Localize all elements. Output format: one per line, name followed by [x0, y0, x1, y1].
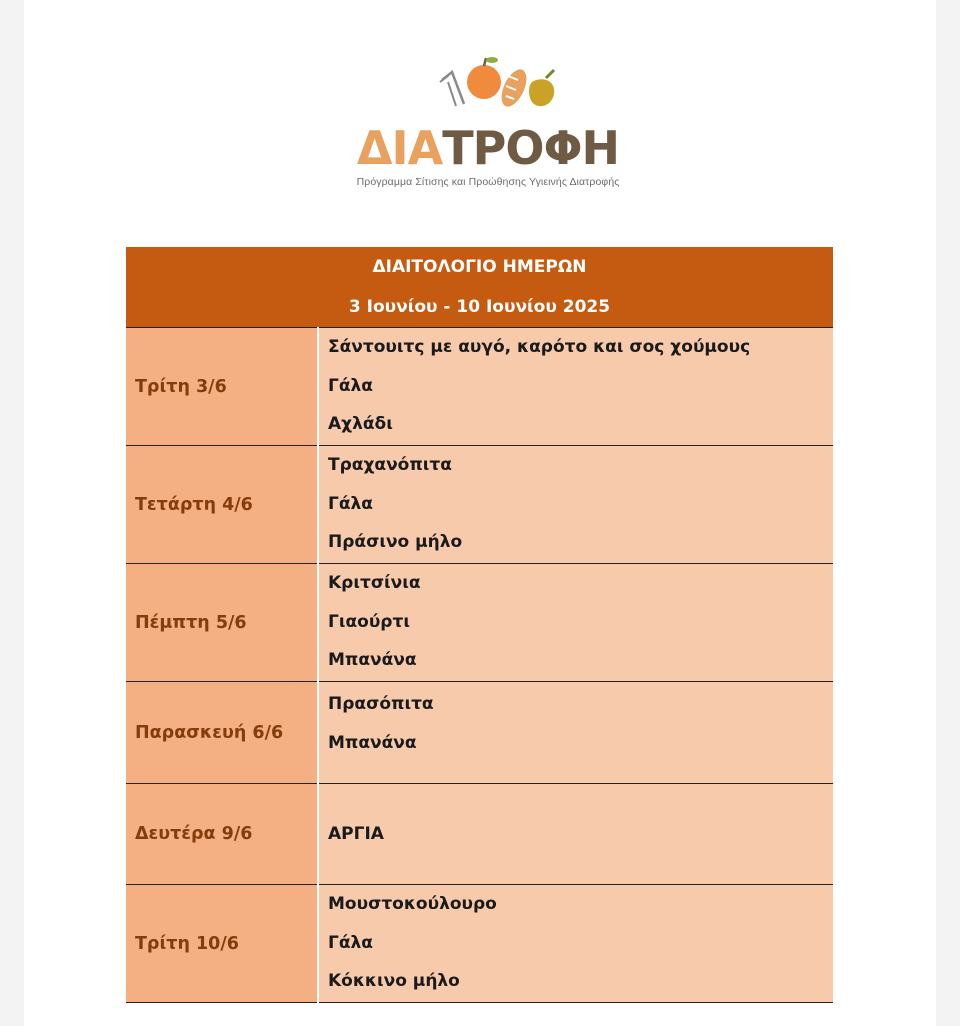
table-row: [126, 784, 833, 885]
menu-item: Γιαούρτι: [328, 611, 410, 632]
logo-subtitle: Πρόγραμμα Σίτισης και Προώθησης Υγιεινής Διατροφής: [356, 176, 620, 188]
items-cell: [318, 682, 833, 784]
menu-item: Μπανάνα: [328, 650, 417, 670]
items-cell: [318, 564, 833, 682]
table-row: [126, 446, 833, 564]
logo-wordmark: ΔΙΑΤΡΟΦΗ: [356, 121, 620, 175]
menu-item: Αχλάδι: [328, 414, 393, 434]
menu-item: Πράσινο μήλο: [328, 532, 463, 552]
meal-menu-table: [126, 247, 833, 1003]
items-cell: [318, 885, 833, 1003]
items-cell: [318, 784, 833, 885]
table-row: [126, 564, 833, 682]
menu-item: Κόκκινο μήλο: [328, 971, 460, 991]
menu-item: Σάντουιτς με αυγό, καρότο και σος χούμους: [328, 337, 751, 357]
menu-item: Μπανάνα: [328, 732, 417, 753]
menu-item: Κριτσίνια: [328, 573, 421, 593]
menu-title: ΔΙΑΙΤΟΛΟΓΙΟ ΗΜΕΡΩΝ: [372, 257, 587, 277]
menu-item: Γάλα: [328, 493, 373, 514]
day-cell: Τρίτη 3/6: [126, 328, 318, 446]
menu-item: Τραχανόπιτα: [328, 455, 452, 475]
day-cell: Τρίτη 10/6: [126, 885, 318, 1003]
day-cell: Τετάρτη 4/6: [126, 446, 318, 564]
menu-item: Πρασόπιτα: [328, 694, 434, 714]
table-row: [126, 328, 833, 446]
menu-item: ΑΡΓΙΑ: [328, 823, 384, 844]
day-cell: Πέμπτη 5/6: [126, 564, 318, 682]
diatrofi-logo: [338, 50, 638, 200]
menu-item: Μουστοκούλουρο: [328, 894, 497, 914]
menu-period: 3 Ιουνίου - 10 Ιουνίου 2025: [348, 297, 611, 317]
menu-item: Γάλα: [328, 932, 373, 953]
table-header: [126, 247, 833, 328]
day-cell: Παρασκευή 6/6: [126, 682, 318, 784]
document-page: [24, 0, 936, 1026]
day-cell: Δευτέρα 9/6: [126, 784, 318, 885]
table-row: [126, 885, 833, 1003]
menu-item: Γάλα: [328, 375, 373, 396]
food-icons-logo: [434, 52, 564, 116]
table-row: [126, 682, 833, 784]
items-cell: [318, 446, 833, 564]
items-cell: [318, 328, 833, 446]
